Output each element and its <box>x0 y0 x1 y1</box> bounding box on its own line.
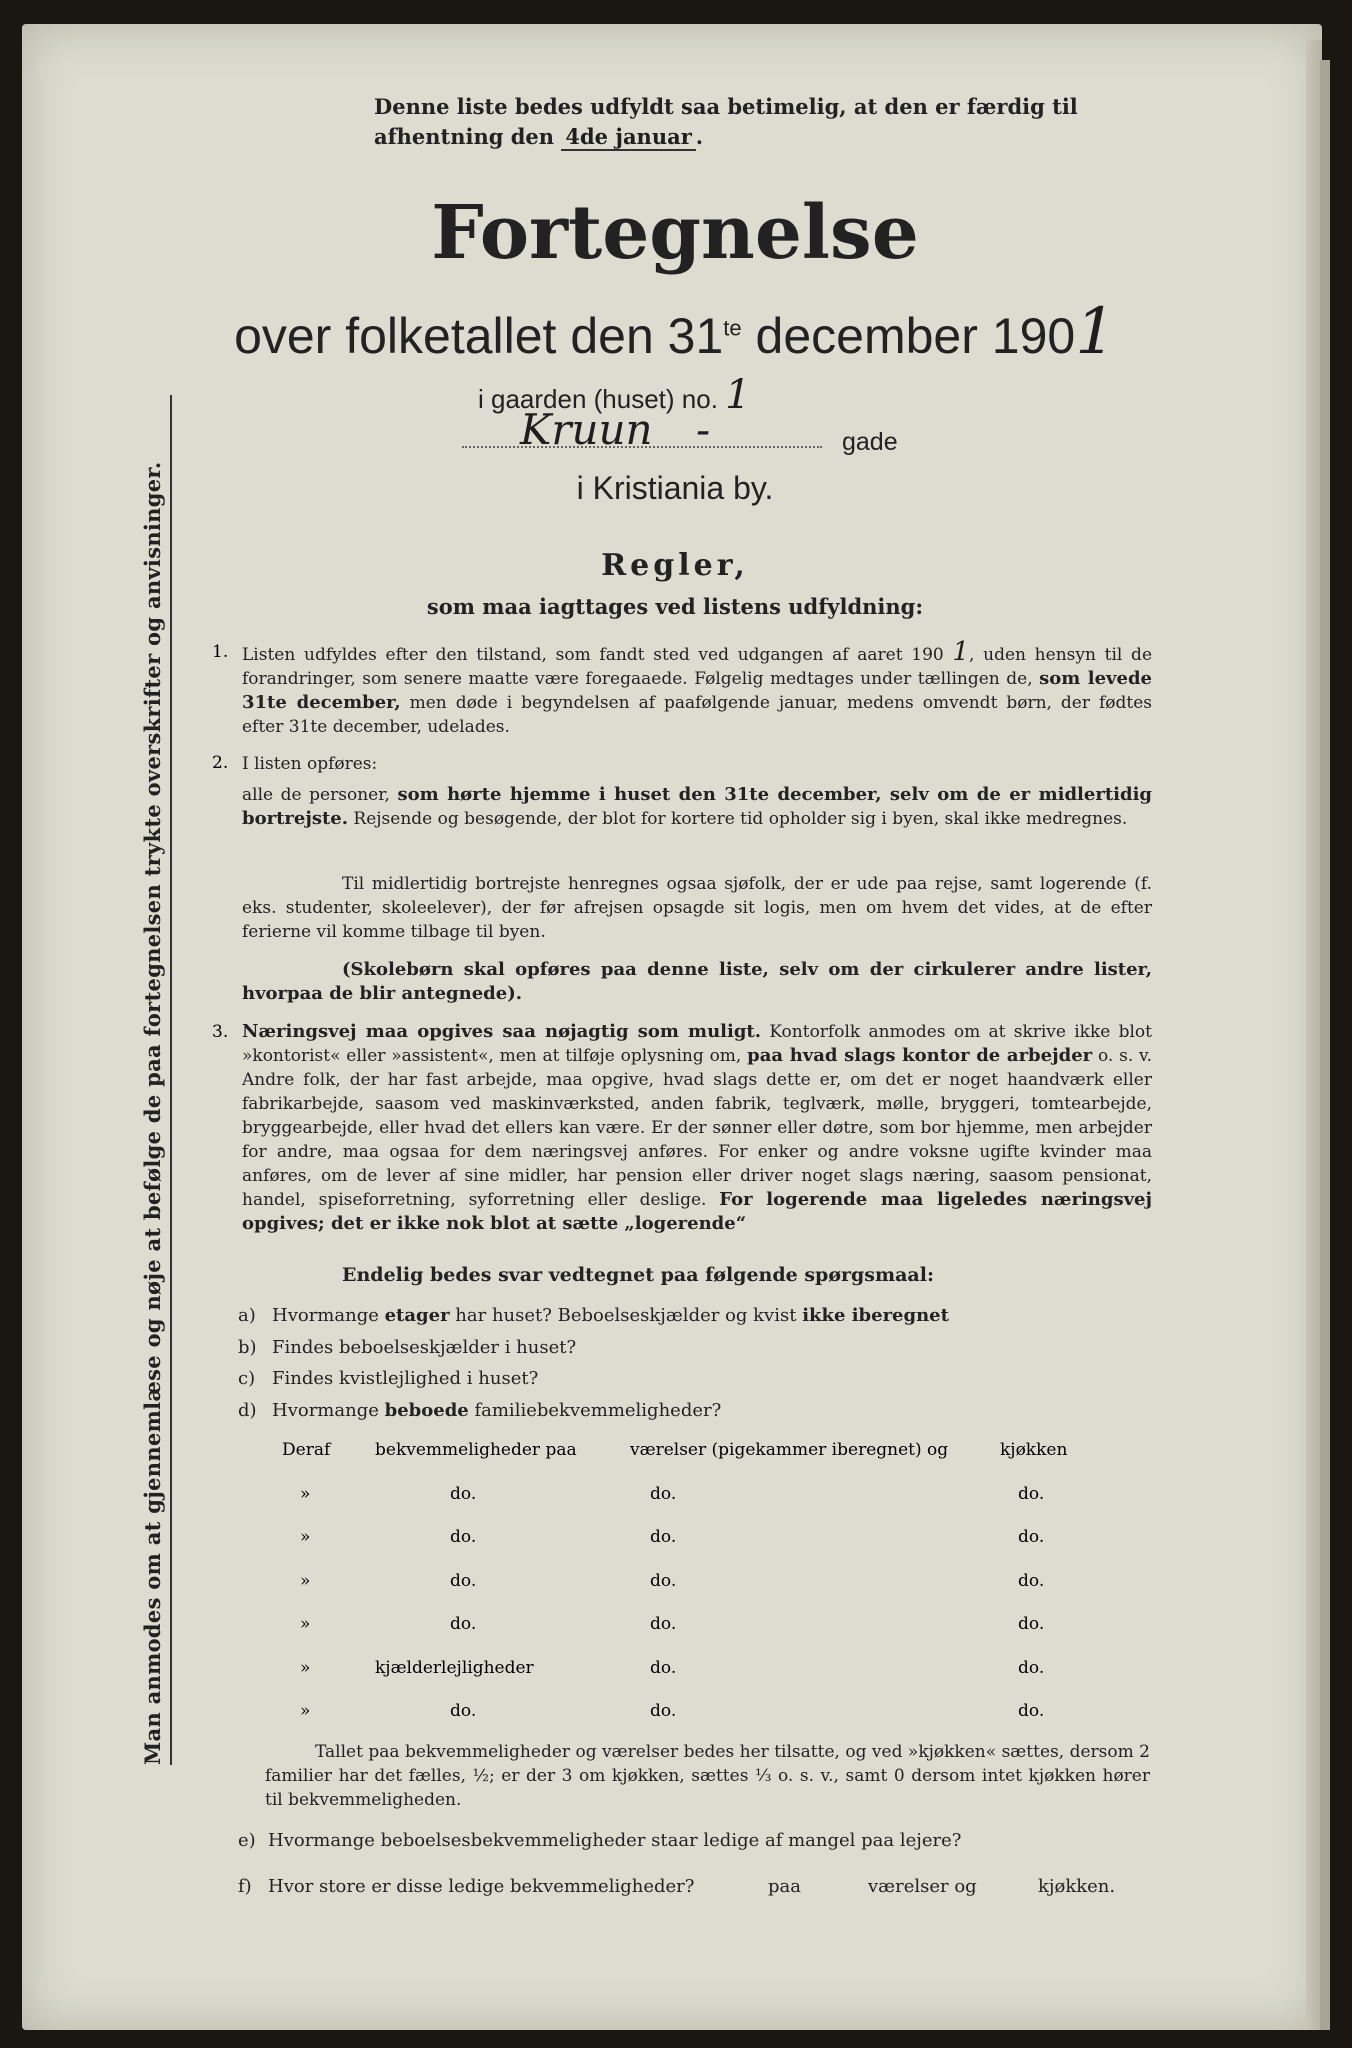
page-edge-back <box>1320 60 1330 2030</box>
question-c: c) Findes kvistlejlighed i huset? <box>238 1368 539 1389</box>
questions-list <box>238 1300 1138 1426</box>
rule-1-text: Listen udfyldes efter den tilstand, som fandt sted ved udgangen af aaret 190 1, uden hensyn til de forandringer, som senere maatte være foregaaede. Følgelig medtages under tællingen de, som levede 31te december, men døde i begyndelsen af paafølgende januar, medens omvendt børn, der fødtes efter 31te december, udelades. <box>242 637 1153 737</box>
questions-heading: Endelig bedes svar vedtegnet paa følgende spørgsmaal: <box>342 1264 934 1286</box>
table-row[interactable]: » do. do. do. <box>300 1527 1045 1547</box>
house-number-line: i gaarden (huset) no. 1 <box>478 372 751 418</box>
closing-note: Tallet paa bekvemmeligheder og værelser bedes her tilsatte, og ved »kjøkken« sættes, dersom 2 familier har det fælles, ½; er der 3 om kjøkken, sættes ⅓ o. s. v., samt 0 dersom intet kjøkken hører til bekvemmeligheden. <box>265 1742 1150 1810</box>
city-label: i Kristiania by. <box>576 470 774 506</box>
table-row[interactable]: » kjælderlejligheder do. do. <box>300 1657 1045 1678</box>
pickup-date-field[interactable]: 4de januar <box>561 124 695 151</box>
question-b: b) Findes beboelseskjælder i huset? <box>238 1336 577 1358</box>
question-d: d) Hvormange beboede familiebekvemmeligheder? <box>238 1399 722 1421</box>
rule-3-number: 3. <box>212 1022 229 1042</box>
rule-2-para2: Til midlertidig bortrejste henregnes ogsaa sjøfolk, der er ude paa rejse, samt logerende (f. eks. studenter, skoleelever), der før afrejsen opsagde sit logis, men om hvem det vides, at de efter ferierne vil komme tilbage til byen. <box>242 874 1152 942</box>
table-header-row: Deraf bekvemmeligheder paa værelser (pigekammer iberegnet) og kjøkken <box>282 1440 1068 1460</box>
rule-2-head: I listen opføres: <box>242 754 378 774</box>
instruction-text: Denne liste bedes udfyldt saa betimelig, at den er færdig til afhentning den 4de januar . <box>374 94 1078 149</box>
table-row[interactable]: » do. do. do. <box>300 1614 1045 1634</box>
rule-2-number: 2. <box>212 753 229 773</box>
margin-note: Man anmodes om at gjennemlæse og nøje at befølge de paa fortegnelsen trykte overskrifter og anvisninger. <box>140 461 165 1765</box>
margin-rule <box>170 395 172 1765</box>
question-e: e) Hvormange beboelsesbekvemmeligheder staar ledige af mangel paa lejere? <box>238 1830 962 1851</box>
rule-2-text: alle de personer, som hørte hjemme i huset den 31te december, selv om de er midlertidig bortrejste. Rejsende og besøgende, der blot for kortere tid opholder sig i byen, skal ikke medregnes. <box>242 784 1152 829</box>
year-handwritten[interactable]: 1 <box>1075 295 1116 369</box>
rule-3-text: Næringsvej maa opgives saa nøjagtig som muligt. Kontorfolk anmodes om at skrive ikke blot »kontorist« eller »assistent«, men at tilføje oplysning om, paa hvad slags kontor de arbejder o. s. v. Andre folk, der har fast arbejde, maa opgive, hvad slags dette er, om det er noget haandværk eller fabrikarbejde, saasom ved maskinværksted, anden fabrik, teglværk, mølle, bryggeri, tomtearbejde, bryggearbejde, eller hvad det ellers kan være. Er der sønner eller døtre, som bor hjemme, men arbejder for andre, maa ogsaa for dem næringsvej anføres. For enker og andre voksne ugifte kvinder maa anføres, om de lever af sine midler, har pension eller driver noget slags næring, saasom pensionat, handel, spiseforretning, syforretning eller deslige. For logerende maa ligeledes næringsvej opgives; det er ikke nok blot at sætte „logerende“ <box>242 1021 1153 1234</box>
rules-heading: Regler, <box>601 548 749 583</box>
table-row[interactable]: » do. do. do. <box>300 1701 1045 1721</box>
house-number-field[interactable]: 1 <box>725 372 751 418</box>
street-name-field[interactable]: Kruun - <box>520 405 711 454</box>
year-field-rule1[interactable]: 1 <box>952 637 969 667</box>
gade-label: gade <box>842 428 898 456</box>
question-a: a) Hvormange etager har huset? Beboelseskjælder og kvist ikke iberegnet <box>238 1305 949 1326</box>
table-row[interactable]: » do. do. do. <box>300 1483 1045 1504</box>
table-row[interactable]: » do. do. do. <box>300 1570 1045 1591</box>
dwelling-table <box>280 1440 1100 1745</box>
rule-2-para3: (Skolebørn skal opføres paa denne liste, selv om der cirkulerer andre lister, hvorpaa de blir antegnede). <box>242 959 1152 1004</box>
page-title: Fortegnelse <box>431 190 919 276</box>
page-subtitle: over folketallet den $31^{te}$ december 1901 <box>234 295 1116 369</box>
rules-subheading: som maa iagttages ved listens udfyldning: <box>426 594 924 619</box>
rule-1-number: 1. <box>212 642 229 662</box>
